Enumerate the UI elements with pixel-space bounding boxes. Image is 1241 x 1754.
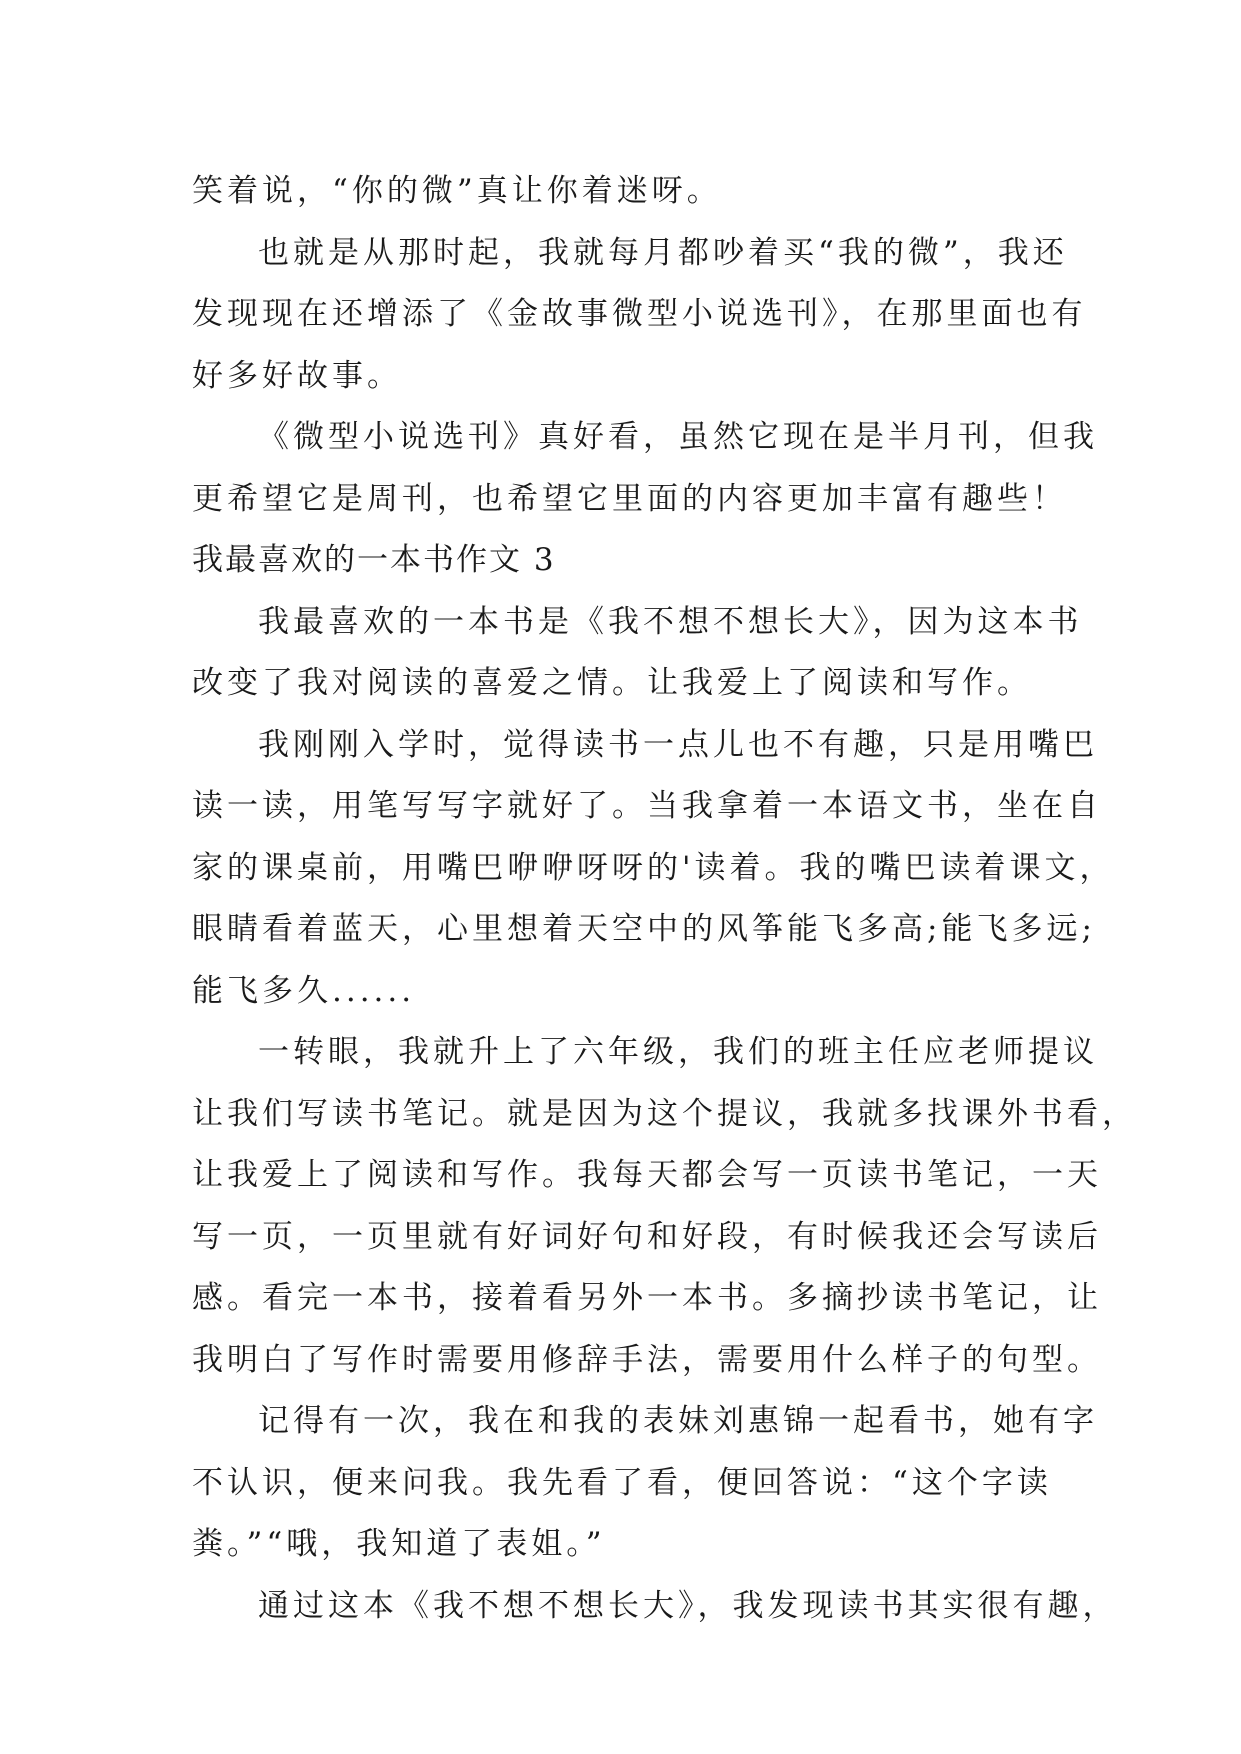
text-line: 让我爱上了阅读和写作。我每天都会写一页读书笔记，一天 (192, 1157, 1102, 1193)
text-line: 更希望它是周刊，也希望它里面的内容更加丰富有趣些！ (192, 480, 1067, 517)
text-line: 家的课桌前，用嘴巴咿咿呀呀的'读着。我的嘴巴读着课文， (192, 849, 1115, 886)
text-line: 我明白了写作时需要用修辞手法，需要用什么样子的句型。 (192, 1341, 1102, 1378)
paragraph-start-line: 《微型小说选刊》真好看，虽然它现在是半月刊，但我 (258, 419, 1098, 455)
section-heading: 我最喜欢的一本书作文 3 (192, 542, 556, 578)
paragraph-start-line: 我刚刚入学时，觉得读书一点儿也不有趣，只是用嘴巴 (258, 726, 1098, 763)
text-line: 不认识，便来问我。我先看了看，便回答说：“这个字读 (192, 1464, 1052, 1501)
paragraph-start-line: 我最喜欢的一本书是《我不想不想长大》，因为这本书 (258, 603, 1083, 640)
text-line: 粪。”“哦，我知道了表姐。” (192, 1526, 606, 1562)
text-line: 读一读，用笔写写字就好了。当我拿着一本语文书，坐在自 (192, 788, 1102, 824)
text-line: 改变了我对阅读的喜爱之情。让我爱上了阅读和写作。 (192, 665, 1032, 701)
paragraph-start-line: 一转眼，我就升上了六年级，我们的班主任应老师提议 (258, 1034, 1098, 1070)
paragraph-start-line: 记得有一次，我在和我的表妹刘惠锦一起看书，她有字 (258, 1403, 1098, 1439)
text-line: 让我们写读书笔记。就是因为这个提议，我就多找课外书看， (192, 1095, 1137, 1132)
paragraph-start-line: 也就是从那时起，我就每月都吵着买“我的微”，我还 (258, 234, 1068, 271)
text-line: 写一页，一页里就有好词好句和好段，有时候我还会写读后 (192, 1218, 1102, 1255)
text-line: 好多好故事。 (192, 357, 402, 394)
text-line: 发现现在还增添了《金故事微型小说选刊》，在那里面也有 (192, 296, 1087, 332)
text-line: 能飞多久...... (192, 972, 416, 1009)
document-body (192, 161, 1137, 1637)
paragraph-start-line: 通过这本《我不想不想长大》，我发现读书其实很有趣， (258, 1587, 1118, 1624)
text-line: 感。看完一本书，接着看另外一本书。多摘抄读书笔记，让 (192, 1280, 1102, 1316)
text-line: 眼睛看着蓝天，心里想着天空中的风筝能飞多高;能飞多远; (192, 911, 1096, 947)
text-line: 笑着说，“你的微”真让你着迷呀。 (192, 173, 722, 209)
